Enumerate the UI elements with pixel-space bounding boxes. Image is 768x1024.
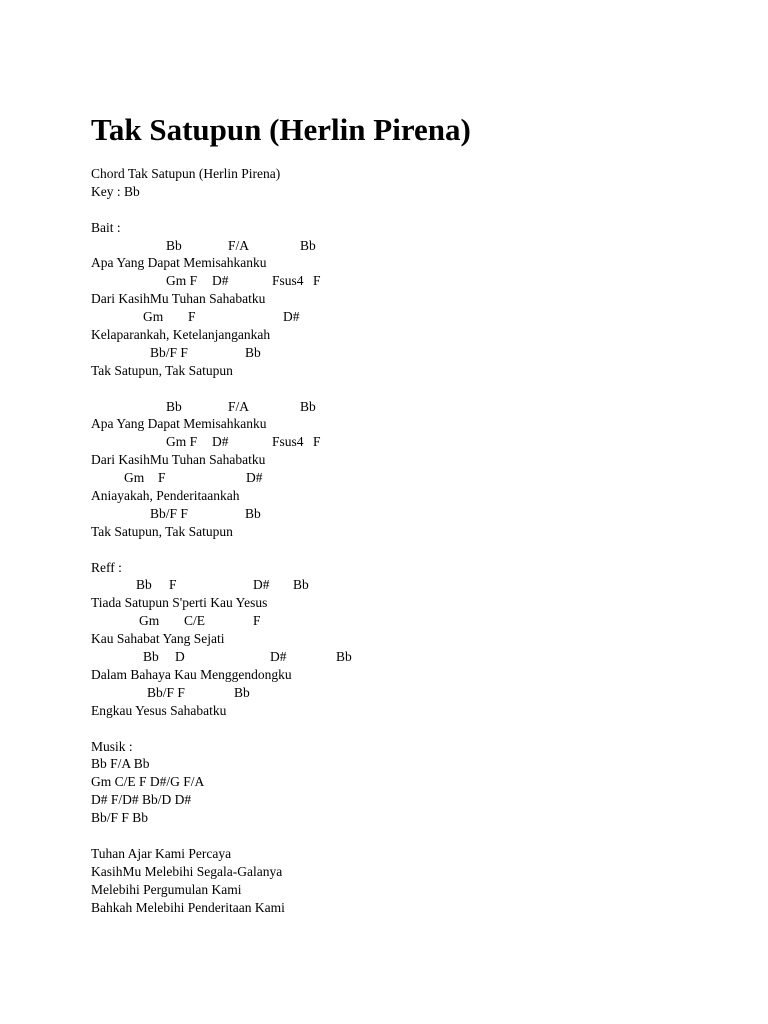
lyric-line: Tak Satupun, Tak Satupun: [91, 523, 233, 539]
lyric-line: Apa Yang Dapat Memisahkanku: [91, 255, 267, 271]
chord: D#: [283, 309, 300, 325]
chord: Bb: [166, 237, 182, 253]
chord: Bb: [336, 649, 352, 665]
lyric-line: Musik :: [91, 738, 133, 754]
chord: Gm F: [166, 434, 198, 450]
chord-line: [91, 684, 751, 702]
chord: Bb: [300, 237, 316, 253]
chord: Bb: [293, 577, 309, 593]
chord-line: [91, 237, 751, 255]
chord: F: [158, 470, 166, 486]
lyric-line: Bahkah Melebihi Penderitaan Kami: [91, 899, 285, 915]
chord: F: [188, 309, 196, 325]
chord-line: [91, 398, 751, 416]
chord: Gm F: [166, 273, 198, 289]
lyric-line: Kelaparankah, Ketelanjangankah: [91, 327, 271, 343]
chord: F: [169, 577, 177, 593]
lyric-line: Bb F/A Bb: [91, 756, 150, 772]
lyric-line: Kau Sahabat Yang Sejati: [91, 631, 225, 647]
page-title: Tak Satupun (Herlin Pirena): [91, 112, 471, 147]
chord: D#: [246, 470, 263, 486]
chord-line: [91, 648, 751, 666]
chord: Bb/F F: [150, 344, 188, 360]
blank-line: [91, 827, 751, 845]
lyric-line: Dalam Bahaya Kau Menggendongku: [91, 666, 292, 682]
lyric-line: Chord Tak Satupun (Herlin Pirena): [91, 166, 281, 181]
lyric-line: Tiada Satupun S'perti Kau Yesus: [91, 595, 268, 611]
chord-line: [91, 612, 751, 630]
chord: Fsus4: [272, 434, 304, 450]
chord: F: [313, 273, 321, 289]
chord: D: [175, 649, 185, 665]
blank-line: [91, 720, 751, 738]
chord: Bb/F F: [150, 505, 188, 521]
blank-line: [91, 541, 751, 559]
chord: Gm: [143, 309, 164, 325]
chord: Bb/F F: [147, 684, 185, 700]
lyric-line: Bait :: [91, 219, 121, 235]
chord: Gm: [139, 613, 160, 629]
lyric-line: Aniayakah, Penderitaankah: [91, 488, 240, 504]
chord: D#: [212, 273, 229, 289]
lyric-line: Melebihi Pergumulan Kami: [91, 881, 242, 897]
chord: Bb: [166, 398, 182, 414]
lyric-line: Key : Bb: [91, 183, 140, 199]
chord: Bb: [300, 398, 316, 414]
lyric-line: Tuhan Ajar Kami Percaya: [91, 845, 232, 861]
chord: Gm: [124, 470, 145, 486]
chord: F/A: [228, 398, 250, 414]
chord: Bb: [245, 344, 261, 360]
chord-line: [91, 308, 751, 326]
chord: D#: [270, 649, 287, 665]
chord-line: [91, 272, 751, 290]
chord: F: [253, 613, 261, 629]
lyrics-body: [91, 165, 751, 916]
lyric-line: Dari KasihMu Tuhan Sahabatku: [91, 291, 266, 307]
chord: Bb: [234, 684, 250, 700]
blank-line: [91, 380, 751, 398]
chord: Fsus4: [272, 273, 304, 289]
chord: F: [313, 434, 321, 450]
lyric-line: Tak Satupun, Tak Satupun: [91, 362, 233, 378]
lyric-line: D# F/D# Bb/D D#: [91, 792, 192, 808]
lyric-line: Engkau Yesus Sahabatku: [91, 702, 227, 718]
lyric-line: KasihMu Melebihi Segala-Galanya: [91, 863, 283, 879]
chord: Bb: [143, 649, 159, 665]
chord: D#: [212, 434, 229, 450]
chord-line: [91, 433, 751, 451]
chord: C/E: [184, 613, 206, 629]
blank-line: [91, 201, 751, 219]
chord-line: [91, 469, 751, 487]
lyric-line: Gm C/E F D#/G F/A: [91, 774, 205, 790]
chord-line: [91, 576, 751, 594]
lyric-line: Bb/F F Bb: [91, 810, 149, 826]
lyric-line: Dari KasihMu Tuhan Sahabatku: [91, 452, 266, 468]
lyric-line: Reff :: [91, 559, 122, 575]
chord: F/A: [228, 237, 250, 253]
chord-line: [91, 505, 751, 523]
chord: Bb: [136, 577, 152, 593]
chord: D#: [253, 577, 270, 593]
chord: Bb: [245, 505, 261, 521]
lyric-line: Apa Yang Dapat Memisahkanku: [91, 416, 267, 432]
chord-line: [91, 344, 751, 362]
